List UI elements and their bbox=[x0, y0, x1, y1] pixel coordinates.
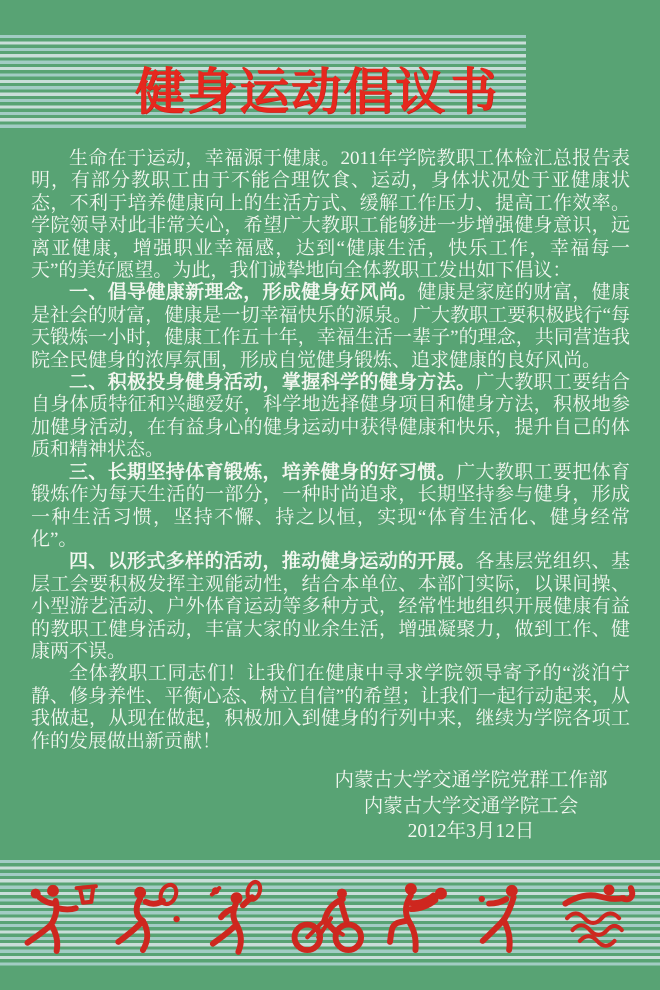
paragraph-text: 各基层党组织、基层工会要积极发挥主观能动性，结合本单位、本部门实际，以课间操、小型游艺活动、户外体育运动等多种方式，经常性地组织开展健康有益的教职工健身活动，丰富大家的业余生活，增强凝聚力，做到工作、健康两不误。 bbox=[31, 551, 630, 662]
paragraph-lead: 二、积极投身健身活动，掌握科学的健身方法。 bbox=[69, 372, 476, 394]
sport-pictograms-row bbox=[22, 872, 640, 968]
paragraph-lead: 三、长期坚持体育锻炼，培养健身的好习惯。 bbox=[69, 461, 457, 483]
section-4-paragraph bbox=[31, 551, 630, 663]
paragraph-lead: 一、倡导健康新理念，形成健身好风尚。 bbox=[69, 282, 418, 304]
signature-block bbox=[295, 768, 647, 845]
section-3-paragraph bbox=[31, 462, 630, 552]
basketball-pictogram-icon bbox=[22, 874, 104, 966]
tennis-pictogram-icon bbox=[111, 874, 193, 966]
signature-org-line: 内蒙古大学交通学院党群工作部 bbox=[334, 770, 608, 791]
swimming-pictogram-icon bbox=[558, 874, 640, 966]
paragraph-text: 健康是家庭的财富，健康是社会的财富，健康是一切幸福快乐的源泉。广大教职工要积极践行“每天锻炼一小时，健康工作五十年，幸福生活一辈子”的理念，共同营造我院全民健身的浓厚氛围，形成自觉健身锻炼、追求健康的良好风尚。 bbox=[31, 282, 630, 371]
opening-paragraph bbox=[31, 148, 630, 282]
paragraph-text: 生命在于运动，幸福源于健康。2011年学院教职工体检汇总报告表明，有部分教职工由于不能合理饮食、运动，身体状况处于亚健康状态，不利于培养健康向上的生活方式、缓解工作压力、提高工作效率。学院领导对此非常关心，希望广大教职工能够进一步增强健身意识，远离亚健康，增强职业幸福感，达到“健康生活，快乐工作，幸福每一天”的美好愿望。为此，我们诚挚地向全体教职工发出如下倡议： bbox=[31, 148, 630, 282]
table-tennis-pictogram-icon bbox=[469, 874, 551, 966]
paragraph-text: 广大教职工要把体育锻炼作为每天生活的一部分，一种时尚追求，长期坚持参与健身，形成一种生活习惯，坚持不懈、持之以恒，实现“体育生活化、健身经常化”。 bbox=[31, 461, 630, 550]
badminton-pictogram-icon bbox=[201, 874, 283, 966]
paragraph-text: 广大教职工要结合自身体质特征和兴趣爱好，科学地选择健身项目和健身方法，积极地参加健身活动，在有益身心的健身运动中获得健康和快乐，提升自己的体质和精神状态。 bbox=[31, 372, 630, 461]
cycling-pictogram-icon bbox=[290, 874, 372, 966]
document-title: 健身运动倡议书 bbox=[135, 64, 499, 120]
paragraph-lead: 四、以形式多样的活动，推动健身运动的开展。 bbox=[69, 551, 476, 573]
signature-date: 2012年3月12日 bbox=[407, 821, 535, 842]
signature-org-line: 内蒙古大学交通学院工会 bbox=[363, 795, 579, 817]
section-1-paragraph bbox=[31, 282, 630, 372]
section-2-paragraph bbox=[31, 372, 630, 462]
volleyball-pictogram-icon bbox=[379, 874, 461, 966]
body-text bbox=[31, 148, 630, 753]
closing-paragraph bbox=[31, 663, 630, 753]
paragraph-text: 全体教职工同志们！让我们在健康中寻求学院领导寄予的“淡泊宁静、修身养性、平衡心态、树立自信”的希望；让我们一起行动起来，从我做起，从现在做起，积极加入到健身的行列中来，继续为学院各项工作的发展做出新贡献！ bbox=[31, 663, 630, 752]
